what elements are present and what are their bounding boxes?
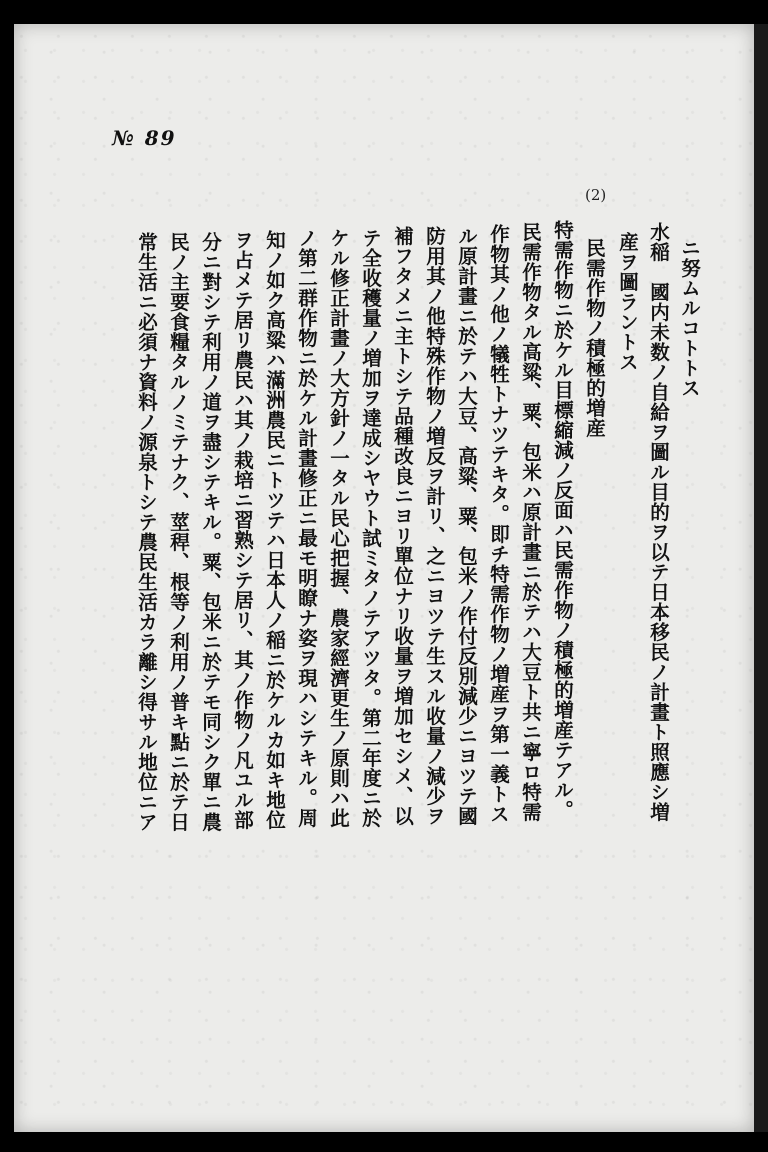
text-column: 特需作物ニ於ケル目標縮減ノ反面ハ民需作物ノ積極的増産テアル。 bbox=[551, 220, 574, 820]
page-number: № 89 bbox=[112, 126, 177, 150]
text-column: 常生活ニ必須ナ資料ノ源泉トシテ農民生活カラ離シ得サル地位ニア bbox=[135, 232, 158, 832]
text-column: 補フタメニ主トシテ品種改良ニヨリ單位ナリ收量ヲ増加セシメ、以 bbox=[391, 226, 414, 826]
text-column: 知ノ如ク高粱ハ滿洲農民ニトツテハ日本人ノ稲ニ於ケルカ如キ地位 bbox=[263, 230, 286, 830]
text-column: ニ努ムルコトトス bbox=[678, 238, 701, 398]
page-edge bbox=[754, 24, 768, 1132]
text-columns bbox=[130, 220, 705, 1052]
text-column: 水稲 國内未数ノ自給ヲ圖ル目的ヲ以テ日本移民ノ計畫ト照應シ増 bbox=[647, 222, 670, 822]
text-column: テ全收穫量ノ増加ヲ達成シヤウト試ミタノテアツタ。第二年度ニ於 bbox=[359, 228, 382, 828]
text-column: 防用其ノ他特殊作物ノ増反ヲ計リ、之ニヨツテ生スル收量ノ減少ヲ bbox=[423, 226, 446, 826]
section-marker: (2) bbox=[585, 186, 607, 204]
text-column: ヲ占メテ居リ農民ハ其ノ栽培ニ習熟シテ居リ、其ノ作物ノ凡ユル部 bbox=[231, 230, 254, 830]
text-column: ル原計畫ニ於テハ大豆、高粱、粟、包米ノ作付反別減少ニヨツテ國 bbox=[455, 226, 478, 826]
section-heading: 民需作物ノ積極的増産 bbox=[583, 238, 606, 438]
text-column: 民ノ主要食糧タルノミテナク、莖稈、根等ノ利用ノ普キ點ニ於テ日 bbox=[167, 232, 190, 832]
text-column: ケル修正計畫ノ大方針ノ一タル民心把握、農家經濟更生ノ原則ハ此 bbox=[327, 228, 350, 828]
text-column: ノ第二群作物ニ於ケル計畫修正ニ最モ明瞭ナ姿ヲ現ハシテキル。周 bbox=[295, 228, 318, 828]
text-column: 分ニ對シテ利用ノ道ヲ盡シテキル。粟、包米ニ於テモ同シク單ニ農 bbox=[199, 232, 222, 832]
text-column: 産ヲ圖ラントス bbox=[616, 232, 639, 372]
text-column: 民需作物タル高粱、粟、包米ハ原計畫ニ於テハ大豆ト共ニ寧ロ特需 bbox=[519, 222, 542, 822]
text-column: 作物其ノ他ノ犠牲トナツテキタ。即チ特需作物ノ増産ヲ第一義トス bbox=[487, 224, 510, 824]
